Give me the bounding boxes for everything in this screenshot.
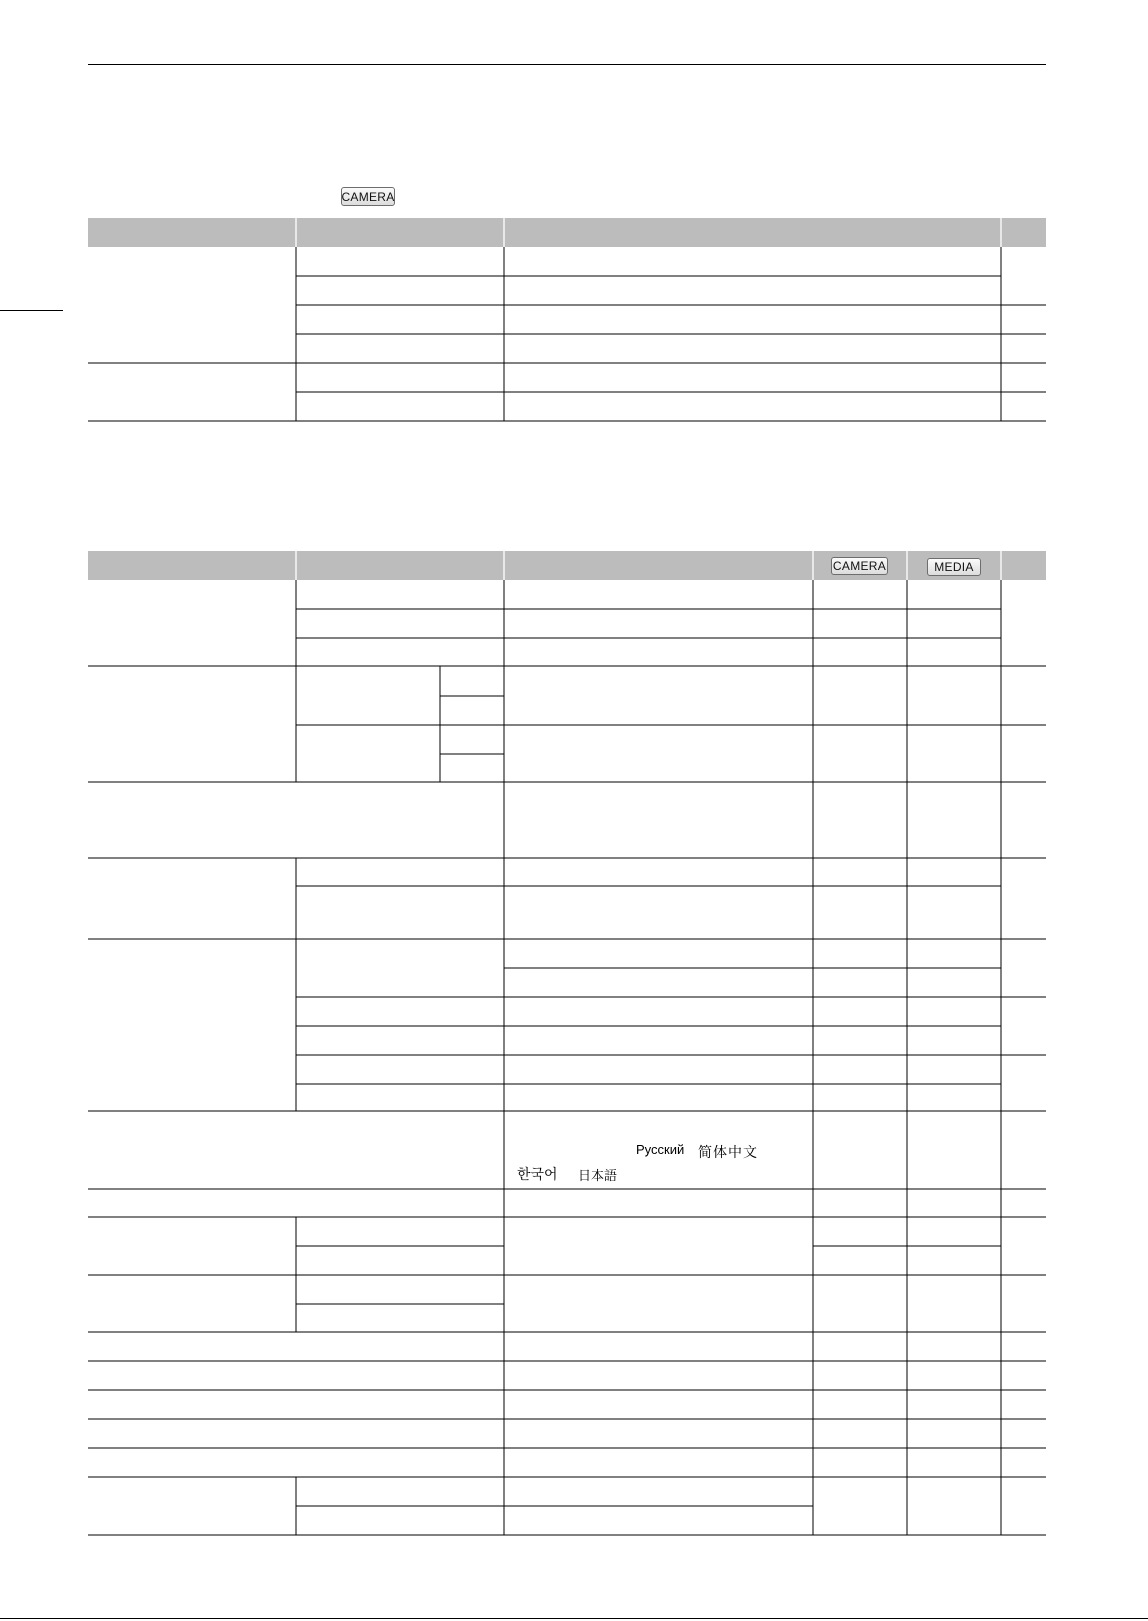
camera-column-icon: CAMERA	[832, 559, 887, 573]
lower-table-header-band	[88, 551, 1046, 580]
language-option-japanese: 日本語	[578, 1168, 618, 1183]
language-option-korean: 한국어	[517, 1166, 558, 1182]
language-option-chinese: 简体中文	[698, 1144, 758, 1160]
language-option-russian: Русский	[636, 1142, 685, 1157]
media-column-icon: MEDIA	[927, 558, 981, 576]
camera-mode-icon: CAMERA	[341, 187, 395, 206]
